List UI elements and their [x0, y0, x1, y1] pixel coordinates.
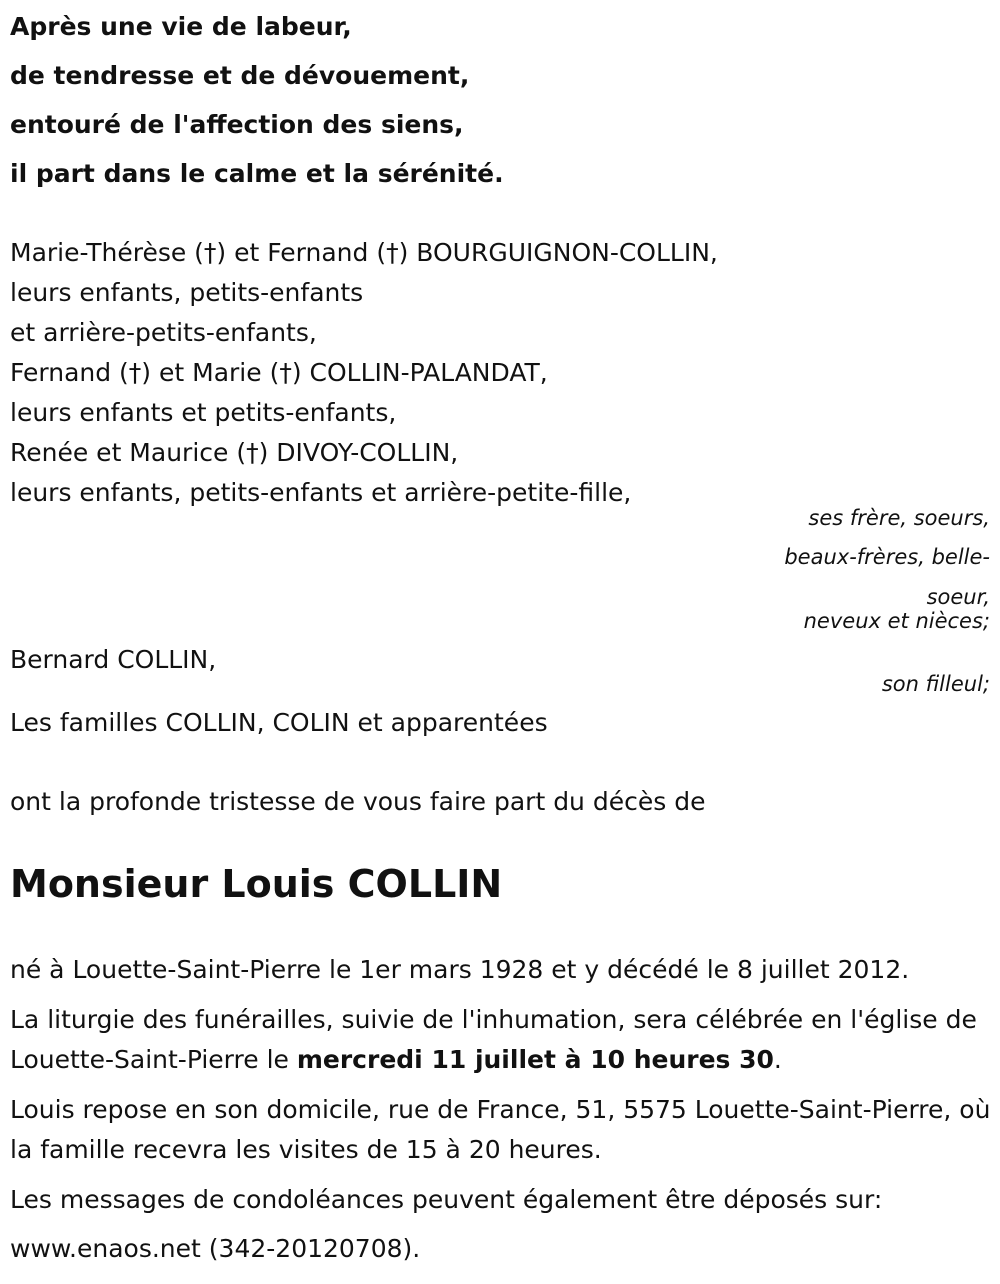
intro-line-4: il part dans le calme et la sérénité. [10, 159, 504, 188]
family-line-3: et arrière-petits-enfants, [10, 318, 317, 347]
godson-name: Bernard COLLIN, [10, 645, 217, 674]
reference-number: (342-20120708). [200, 1234, 421, 1263]
visitation-text: Louis repose en son domicile, rue de France, 51, 5575 Louette-Saint-Pierre, où la famille recevra les visites de 15 à 20 heures. [10, 1095, 991, 1164]
family-line-6: Renée et Maurice (†) DIVOY-COLLIN, [10, 438, 459, 467]
deceased-name: Monsieur Louis COLLIN [10, 862, 503, 906]
announcement-text: ont la profonde tristesse de vous faire part du décès de [10, 787, 706, 816]
liturgy-date: mercredi 11 juillet à 10 heures 30 [296, 1045, 774, 1074]
relation-godson: son filleul; [881, 672, 990, 696]
families-line: Les familles COLLIN, COLIN et apparentées [10, 708, 548, 737]
liturgy-text-start: La liturgie des funérailles, suivie de l'inhumation, sera célébrée en l'église de Louette-Saint-Pierre le [10, 1005, 977, 1074]
website-link[interactable]: www.enaos.net [10, 1234, 201, 1263]
intro-line-2: de tendresse et de dévouement, [10, 61, 470, 90]
liturgy-text [10, 1000, 995, 1080]
intro-line-1: Après une vie de labeur, [10, 12, 352, 41]
relation-nephews: neveux et nièces; [803, 609, 990, 633]
family-line-2: leurs enfants, petits-enfants [10, 278, 364, 307]
family-line-4: Fernand (†) et Marie (†) COLLIN-PALANDAT, [10, 358, 548, 387]
relation-in-laws: beaux-frères, belle-soeur, [784, 545, 990, 609]
relation-siblings: ses frère, soeurs, [808, 506, 990, 530]
family-line-7: leurs enfants, petits-enfants et arrière-petite-fille, [10, 478, 632, 507]
condolences-website-line [10, 1229, 995, 1269]
condolences-text: Les messages de condoléances peuvent également être déposés sur: [10, 1185, 883, 1214]
birth-death-text: né à Louette-Saint-Pierre le 1er mars 1928 et y décédé le 8 juillet 2012. [10, 955, 910, 984]
family-line-5: leurs enfants et petits-enfants, [10, 398, 397, 427]
family-line-1: Marie-Thérèse (†) et Fernand (†) BOURGUIGNON-COLLIN, [10, 238, 718, 267]
liturgy-text-end: . [773, 1045, 782, 1074]
intro-line-3: entouré de l'affection des siens, [10, 110, 464, 139]
